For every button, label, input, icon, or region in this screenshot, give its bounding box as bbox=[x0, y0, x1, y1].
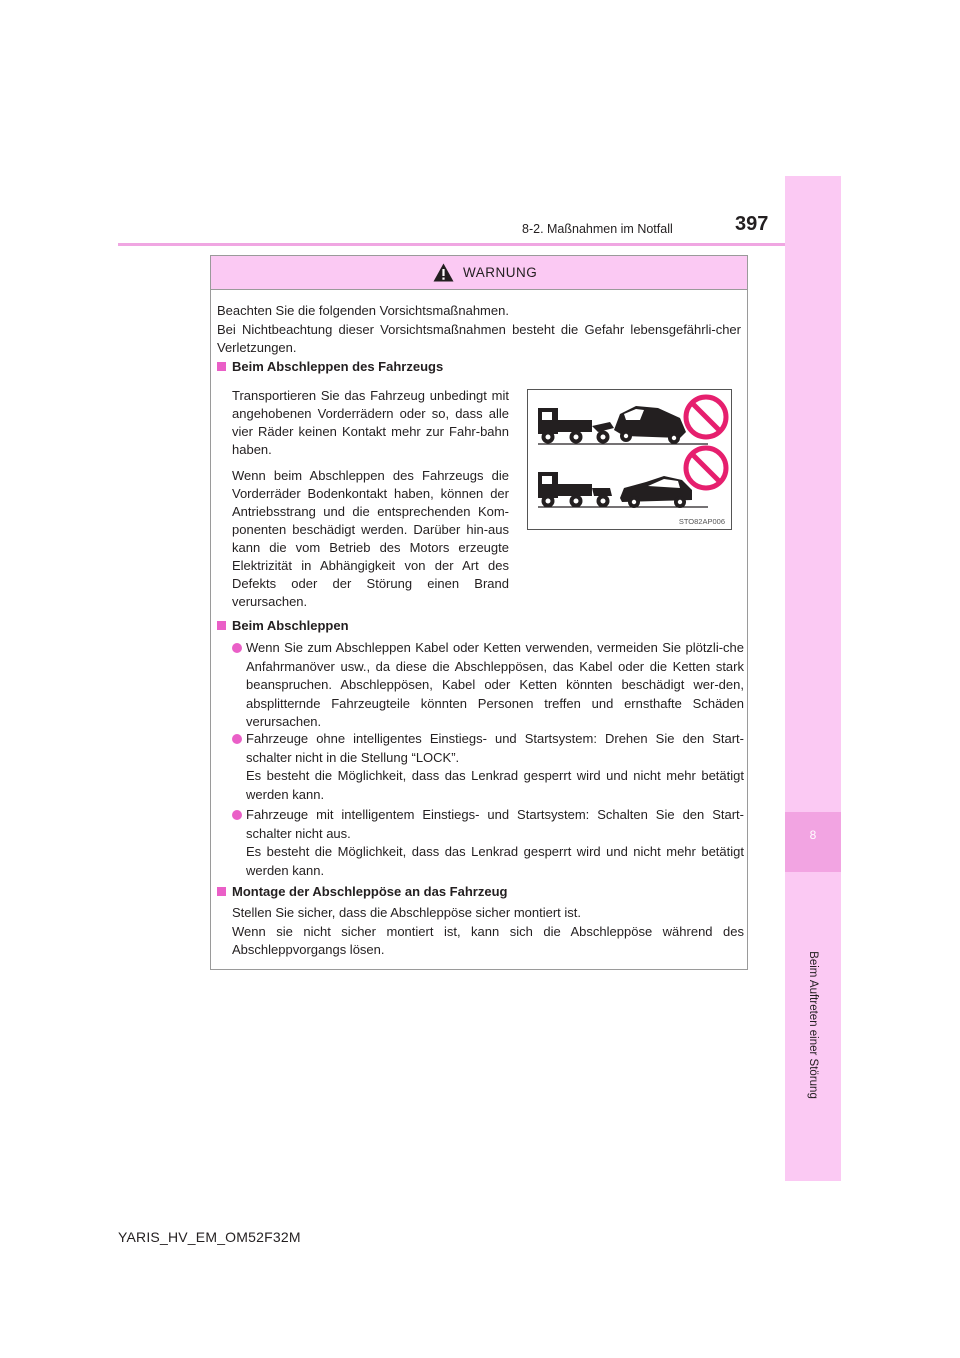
warning-intro bbox=[211, 302, 747, 358]
towing-para-2: Wenn beim Abschleppen des Fahrzeugs die Vorderräder Bodenkontakt haben, können der Antriebsstrang und die entsprechenden Kom-ponenten beschädigt werden. Darüber hin-aus kann die vom Betrieb des Motors erzeugte Elektrizität in Abhängigkeit von der Art des Defekts oder der Störung einen Brand verursachen. bbox=[232, 468, 509, 609]
chapter-title: Beim Auftreten einer Störung bbox=[807, 951, 819, 1099]
heading-towing-vehicle: Beim Abschleppen des Fahrzeugs bbox=[217, 359, 443, 374]
towing-bullet-1: Wenn Sie zum Abschleppen Kabel oder Ketten verwenden, vermeiden Sie plötzli-che Anfahrmanöver usw., da diese die Abschleppösen, das Kabel oder die Ketten stark beanspruchen. Abschleppösen, Kabel oder Ketten könnten beschädigt wer-den, absplitternde Fahrzeugteile könnten Personen treffen und ernsthafte Schäden verursachen. bbox=[232, 639, 744, 732]
intro-line-1: Beachten Sie die folgenden Vorsichtsmaßnahmen. bbox=[217, 303, 509, 318]
warning-header bbox=[211, 256, 747, 290]
heading-tow-eyelet: Montage der Abschleppöse an das Fahrzeug bbox=[217, 884, 507, 899]
prohibited-towing-icon bbox=[528, 390, 731, 529]
tow-eyelet-text: Stellen Sie sicher, dass die Abschleppöse sicher montiert ist. Wenn sie nicht sicher montiert ist, kann sich die Abschleppöse während des Abschleppvorgangs lösen. bbox=[232, 905, 744, 957]
warning-triangle-icon bbox=[433, 263, 454, 282]
document-code: YARIS_HV_EM_OM52F32M bbox=[118, 1229, 301, 1245]
towing-illustration bbox=[527, 389, 732, 530]
page-number: 397 bbox=[735, 213, 769, 235]
warning-box bbox=[210, 255, 748, 970]
towing-bullet-3: Fahrzeuge mit intelligentem Einstiegs- und Startsystem: Schalten Sie den Start-schalter nicht aus. Es besteht die Möglichkeit, dass das Lenkrad gesperrt wird und nicht mehr betätigt werden kann. bbox=[232, 806, 744, 880]
towing-bullet-2: Fahrzeuge ohne intelligentes Einstiegs- und Startsystem: Drehen Sie den Start-schalter nicht in die Stellung “LOCK”. Es besteht die Möglichkeit, dass das Lenkrad gesperrt wird und nicht mehr betätigt werden kann. bbox=[232, 730, 744, 804]
square-bullet-icon bbox=[217, 362, 226, 371]
warning-title: WARNUNG bbox=[463, 265, 538, 280]
square-bullet-icon bbox=[217, 887, 226, 896]
intro-line-2: Bei Nichtbeachtung dieser Vorsichtsmaßnahmen besteht die Gefahr lebensgefährli-cher Verletzungen. bbox=[217, 321, 741, 355]
chapter-number: 8 bbox=[809, 828, 817, 842]
round-bullet-icon bbox=[232, 643, 242, 653]
towing-vehicle-text bbox=[232, 387, 509, 619]
round-bullet-icon bbox=[232, 734, 242, 744]
towing-para-1: Transportieren Sie das Fahrzeug unbedingt mit angehobenen Vorderrädern oder so, dass alle vier Räder keinen Kontakt mehr zur Fahr-bahn haben. bbox=[232, 388, 509, 457]
heading-towing: Beim Abschleppen bbox=[217, 618, 349, 633]
header-rule bbox=[118, 243, 785, 246]
section-title: 8-2. Maßnahmen im Notfall bbox=[522, 222, 673, 236]
illustration-code: STO82AP006 bbox=[678, 517, 725, 526]
chapter-number-box bbox=[785, 812, 841, 872]
round-bullet-icon bbox=[232, 810, 242, 820]
square-bullet-icon bbox=[217, 621, 226, 630]
